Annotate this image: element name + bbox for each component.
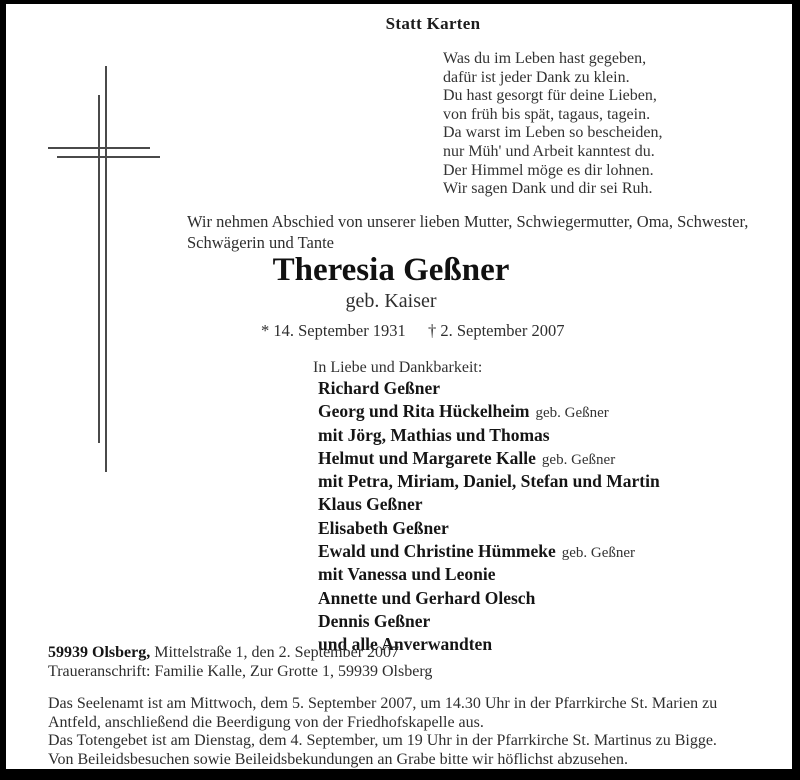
- mourner-name: Ewald und Christine Hümmeke: [318, 541, 556, 562]
- mourner-name: mit Vanessa und Leonie: [318, 564, 496, 585]
- mourner-name: Klaus Geßner: [318, 494, 423, 515]
- poem-line: nur Müh' und Arbeit kanntest du.: [443, 142, 655, 160]
- address-line: [48, 643, 432, 662]
- mourner-name: Richard Geßner: [318, 378, 441, 398]
- service-paragraph: Von Beileidsbesuchen sowie Beileidsbekundungen an Grabe bitte wir höflichst abzusehen.: [48, 750, 629, 768]
- poem-line: Was du im Leben hast gegeben,: [443, 50, 647, 67]
- mourner-name: mit Petra, Miriam, Daniel, Stefan und Martin: [318, 471, 660, 492]
- farewell-intro: Wir nehmen Abschied von unserer lieben Mutter, Schwiegermutter, Oma, Schwester, Schwägerin und Tante: [187, 212, 749, 252]
- poem-line: Du hast gesorgt für deine Lieben,: [443, 87, 657, 105]
- mourners-intro: In Liebe und Dankbarkeit:: [313, 359, 483, 376]
- mourner-row: [318, 425, 666, 448]
- mourner-name: Georg und Rita Hückelheim: [318, 401, 530, 422]
- mourner-row: [318, 518, 666, 541]
- maiden-name: geb. Kaiser: [345, 290, 437, 312]
- poem-line: von früh bis spät, tagaus, tagein.: [443, 105, 651, 123]
- poem-line: Wir sagen Dank und dir sei Ruh.: [443, 180, 653, 198]
- mourner-row: [318, 611, 666, 634]
- cross-icon: [40, 58, 170, 488]
- mourning-address: Traueranschrift: Familie Kalle, Zur Grotte 1, 59939 Olsberg: [48, 663, 433, 680]
- address-block: [48, 643, 432, 681]
- mourner-suffix: geb. Geßner: [535, 405, 609, 422]
- city-postal: 59939 Olsberg,: [48, 644, 151, 661]
- service-paragraph: Das Seelenamt ist am Mittwoch, dem 5. September 2007, um 14.30 Uhr in der Pfarrkirche St. Marien zu Antfeld, anschließend die Beerdigung von der Friedhofskapelle aus.: [48, 695, 718, 731]
- poem-line: dafür ist jeder Dank zu klein.: [443, 68, 630, 86]
- birth-date: * 14. September 1931: [261, 321, 406, 340]
- mourner-row: [318, 588, 666, 611]
- mourner-row: [318, 378, 666, 401]
- mourner-row: [318, 564, 666, 587]
- life-dates: [261, 321, 565, 341]
- mourner-suffix: geb. Geßner: [561, 545, 636, 562]
- street-date: Mittelstraße 1, den 2. September 2007: [150, 644, 400, 661]
- poem-line: Der Himmel möge es dir lohnen.: [443, 161, 654, 179]
- deceased-name: Theresia Geßner: [272, 252, 510, 288]
- mourner-row: [318, 494, 666, 517]
- mourner-row: [318, 401, 666, 424]
- service-info: [48, 695, 766, 769]
- poem-line: Da warst im Leben so bescheiden,: [443, 124, 663, 142]
- mourner-name: und alle Anverwandten: [318, 634, 493, 655]
- mourner-row: [318, 448, 666, 471]
- service-paragraph: Das Totengebet ist am Dienstag, dem 4. September, um 19 Uhr in der Pfarrkirche St. Martinus zu Bigge.: [48, 732, 717, 750]
- mourners-list: [318, 378, 666, 658]
- mourner-name: Helmut und Margarete Kalle: [318, 447, 536, 468]
- mourner-name: Annette und Gerhard Olesch: [318, 587, 536, 608]
- mourner-row: [318, 471, 666, 494]
- notice-header: Statt Karten: [385, 14, 481, 33]
- mourner-name: Dennis Geßner: [318, 610, 431, 631]
- death-date: † 2. September 2007: [427, 321, 565, 340]
- mourner-name: mit Jörg, Mathias und Thomas: [318, 424, 550, 445]
- mourner-name: Elisabeth Geßner: [318, 517, 449, 538]
- mourner-suffix: geb. Geßner: [541, 451, 616, 468]
- memorial-poem: [443, 50, 662, 199]
- mourner-row: [318, 541, 666, 564]
